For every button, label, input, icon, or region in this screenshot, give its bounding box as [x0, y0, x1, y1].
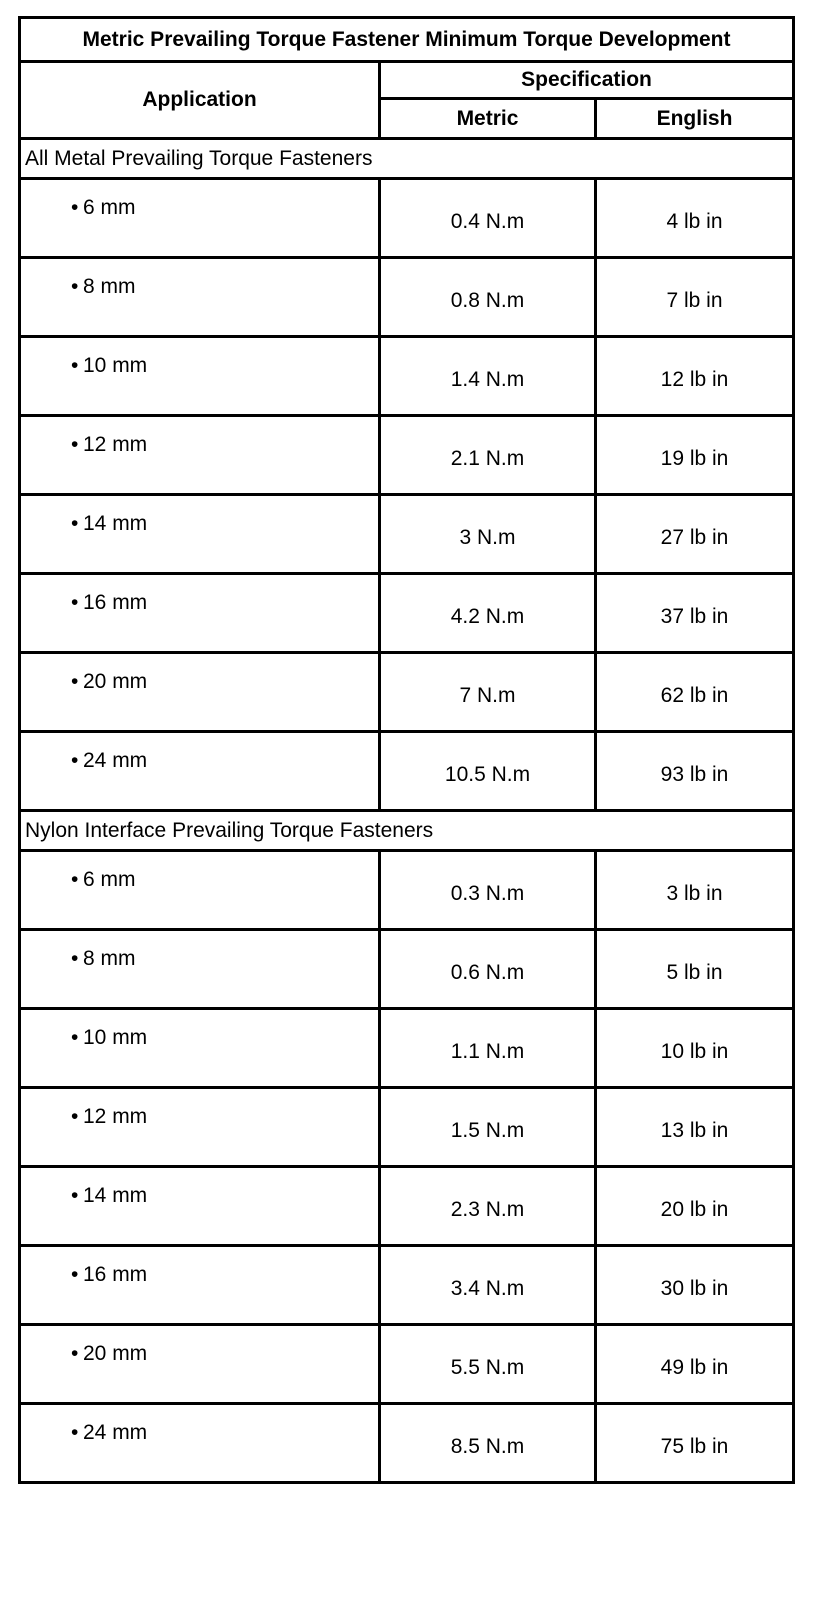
application-cell [20, 1246, 380, 1325]
bullet-icon: • [71, 512, 79, 535]
metric-value: 3 N.m [380, 495, 596, 574]
application-cell [20, 258, 380, 337]
table-row [20, 851, 794, 930]
bullet-icon: • [71, 947, 79, 970]
application-size: 16 mm [83, 591, 148, 614]
application-cell [20, 1088, 380, 1167]
table-title: Metric Prevailing Torque Fastener Minimum Torque Development [20, 18, 794, 62]
table-row [20, 495, 794, 574]
torque-spec-table [18, 16, 795, 1484]
section-row [20, 139, 794, 179]
english-value: 20 lb in [596, 1167, 794, 1246]
metric-value: 0.4 N.m [380, 179, 596, 258]
english-value: 37 lb in [596, 574, 794, 653]
bullet-icon: • [71, 275, 79, 298]
table-row [20, 337, 794, 416]
application-cell [20, 179, 380, 258]
application-cell [20, 851, 380, 930]
english-value: 5 lb in [596, 930, 794, 1009]
english-value: 62 lb in [596, 653, 794, 732]
english-value: 10 lb in [596, 1009, 794, 1088]
metric-value: 0.6 N.m [380, 930, 596, 1009]
table-row [20, 574, 794, 653]
table-row [20, 732, 794, 811]
application-size: 12 mm [83, 1105, 148, 1128]
application-size: 24 mm [83, 1421, 148, 1444]
bullet-icon: • [71, 433, 79, 456]
english-value: 12 lb in [596, 337, 794, 416]
table-row [20, 179, 794, 258]
application-cell [20, 416, 380, 495]
english-value: 27 lb in [596, 495, 794, 574]
application-size: 10 mm [83, 1026, 148, 1049]
metric-value: 1.4 N.m [380, 337, 596, 416]
english-value: 49 lb in [596, 1325, 794, 1404]
bullet-icon: • [71, 868, 79, 891]
metric-value: 1.1 N.m [380, 1009, 596, 1088]
bullet-icon: • [71, 749, 79, 772]
metric-value: 3.4 N.m [380, 1246, 596, 1325]
english-value: 3 lb in [596, 851, 794, 930]
section-label: Nylon Interface Prevailing Torque Fasteners [20, 811, 794, 851]
metric-value: 5.5 N.m [380, 1325, 596, 1404]
metric-value: 2.3 N.m [380, 1167, 596, 1246]
section-row [20, 811, 794, 851]
table-row [20, 1246, 794, 1325]
metric-value: 8.5 N.m [380, 1404, 596, 1483]
bullet-icon: • [71, 1026, 79, 1049]
column-header-application: Application [20, 62, 380, 139]
bullet-icon: • [71, 196, 79, 219]
application-size: 20 mm [83, 670, 148, 693]
application-size: 6 mm [83, 196, 136, 219]
english-value: 93 lb in [596, 732, 794, 811]
application-cell [20, 732, 380, 811]
metric-value: 2.1 N.m [380, 416, 596, 495]
bullet-icon: • [71, 1263, 79, 1286]
application-cell [20, 337, 380, 416]
english-value: 75 lb in [596, 1404, 794, 1483]
table-row [20, 1088, 794, 1167]
application-cell [20, 1325, 380, 1404]
bullet-icon: • [71, 1421, 79, 1444]
application-size: 10 mm [83, 354, 148, 377]
bullet-icon: • [71, 1342, 79, 1365]
application-size: 24 mm [83, 749, 148, 772]
application-size: 8 mm [83, 275, 136, 298]
table-row [20, 1167, 794, 1246]
application-cell [20, 930, 380, 1009]
application-cell [20, 1167, 380, 1246]
column-header-english: English [596, 99, 794, 139]
metric-value: 10.5 N.m [380, 732, 596, 811]
application-size: 14 mm [83, 512, 148, 535]
english-value: 19 lb in [596, 416, 794, 495]
metric-value: 0.3 N.m [380, 851, 596, 930]
bullet-icon: • [71, 354, 79, 377]
application-size: 6 mm [83, 868, 136, 891]
application-cell [20, 495, 380, 574]
application-size: 8 mm [83, 947, 136, 970]
table-row [20, 930, 794, 1009]
bullet-icon: • [71, 591, 79, 614]
application-size: 14 mm [83, 1184, 148, 1207]
section-label: All Metal Prevailing Torque Fasteners [20, 139, 794, 179]
metric-value: 7 N.m [380, 653, 596, 732]
english-value: 13 lb in [596, 1088, 794, 1167]
application-size: 20 mm [83, 1342, 148, 1365]
column-header-specification: Specification [380, 62, 794, 99]
english-value: 4 lb in [596, 179, 794, 258]
application-cell [20, 574, 380, 653]
application-size: 12 mm [83, 433, 148, 456]
table-row [20, 1404, 794, 1483]
table-row [20, 1325, 794, 1404]
table-row [20, 1009, 794, 1088]
column-header-metric: Metric [380, 99, 596, 139]
application-size: 16 mm [83, 1263, 148, 1286]
english-value: 7 lb in [596, 258, 794, 337]
bullet-icon: • [71, 670, 79, 693]
metric-value: 1.5 N.m [380, 1088, 596, 1167]
english-value: 30 lb in [596, 1246, 794, 1325]
metric-value: 4.2 N.m [380, 574, 596, 653]
bullet-icon: • [71, 1105, 79, 1128]
application-cell [20, 1009, 380, 1088]
metric-value: 0.8 N.m [380, 258, 596, 337]
table-row [20, 416, 794, 495]
table-row [20, 653, 794, 732]
bullet-icon: • [71, 1184, 79, 1207]
table-row [20, 258, 794, 337]
application-cell [20, 653, 380, 732]
application-cell [20, 1404, 380, 1483]
table-body [20, 139, 794, 1483]
